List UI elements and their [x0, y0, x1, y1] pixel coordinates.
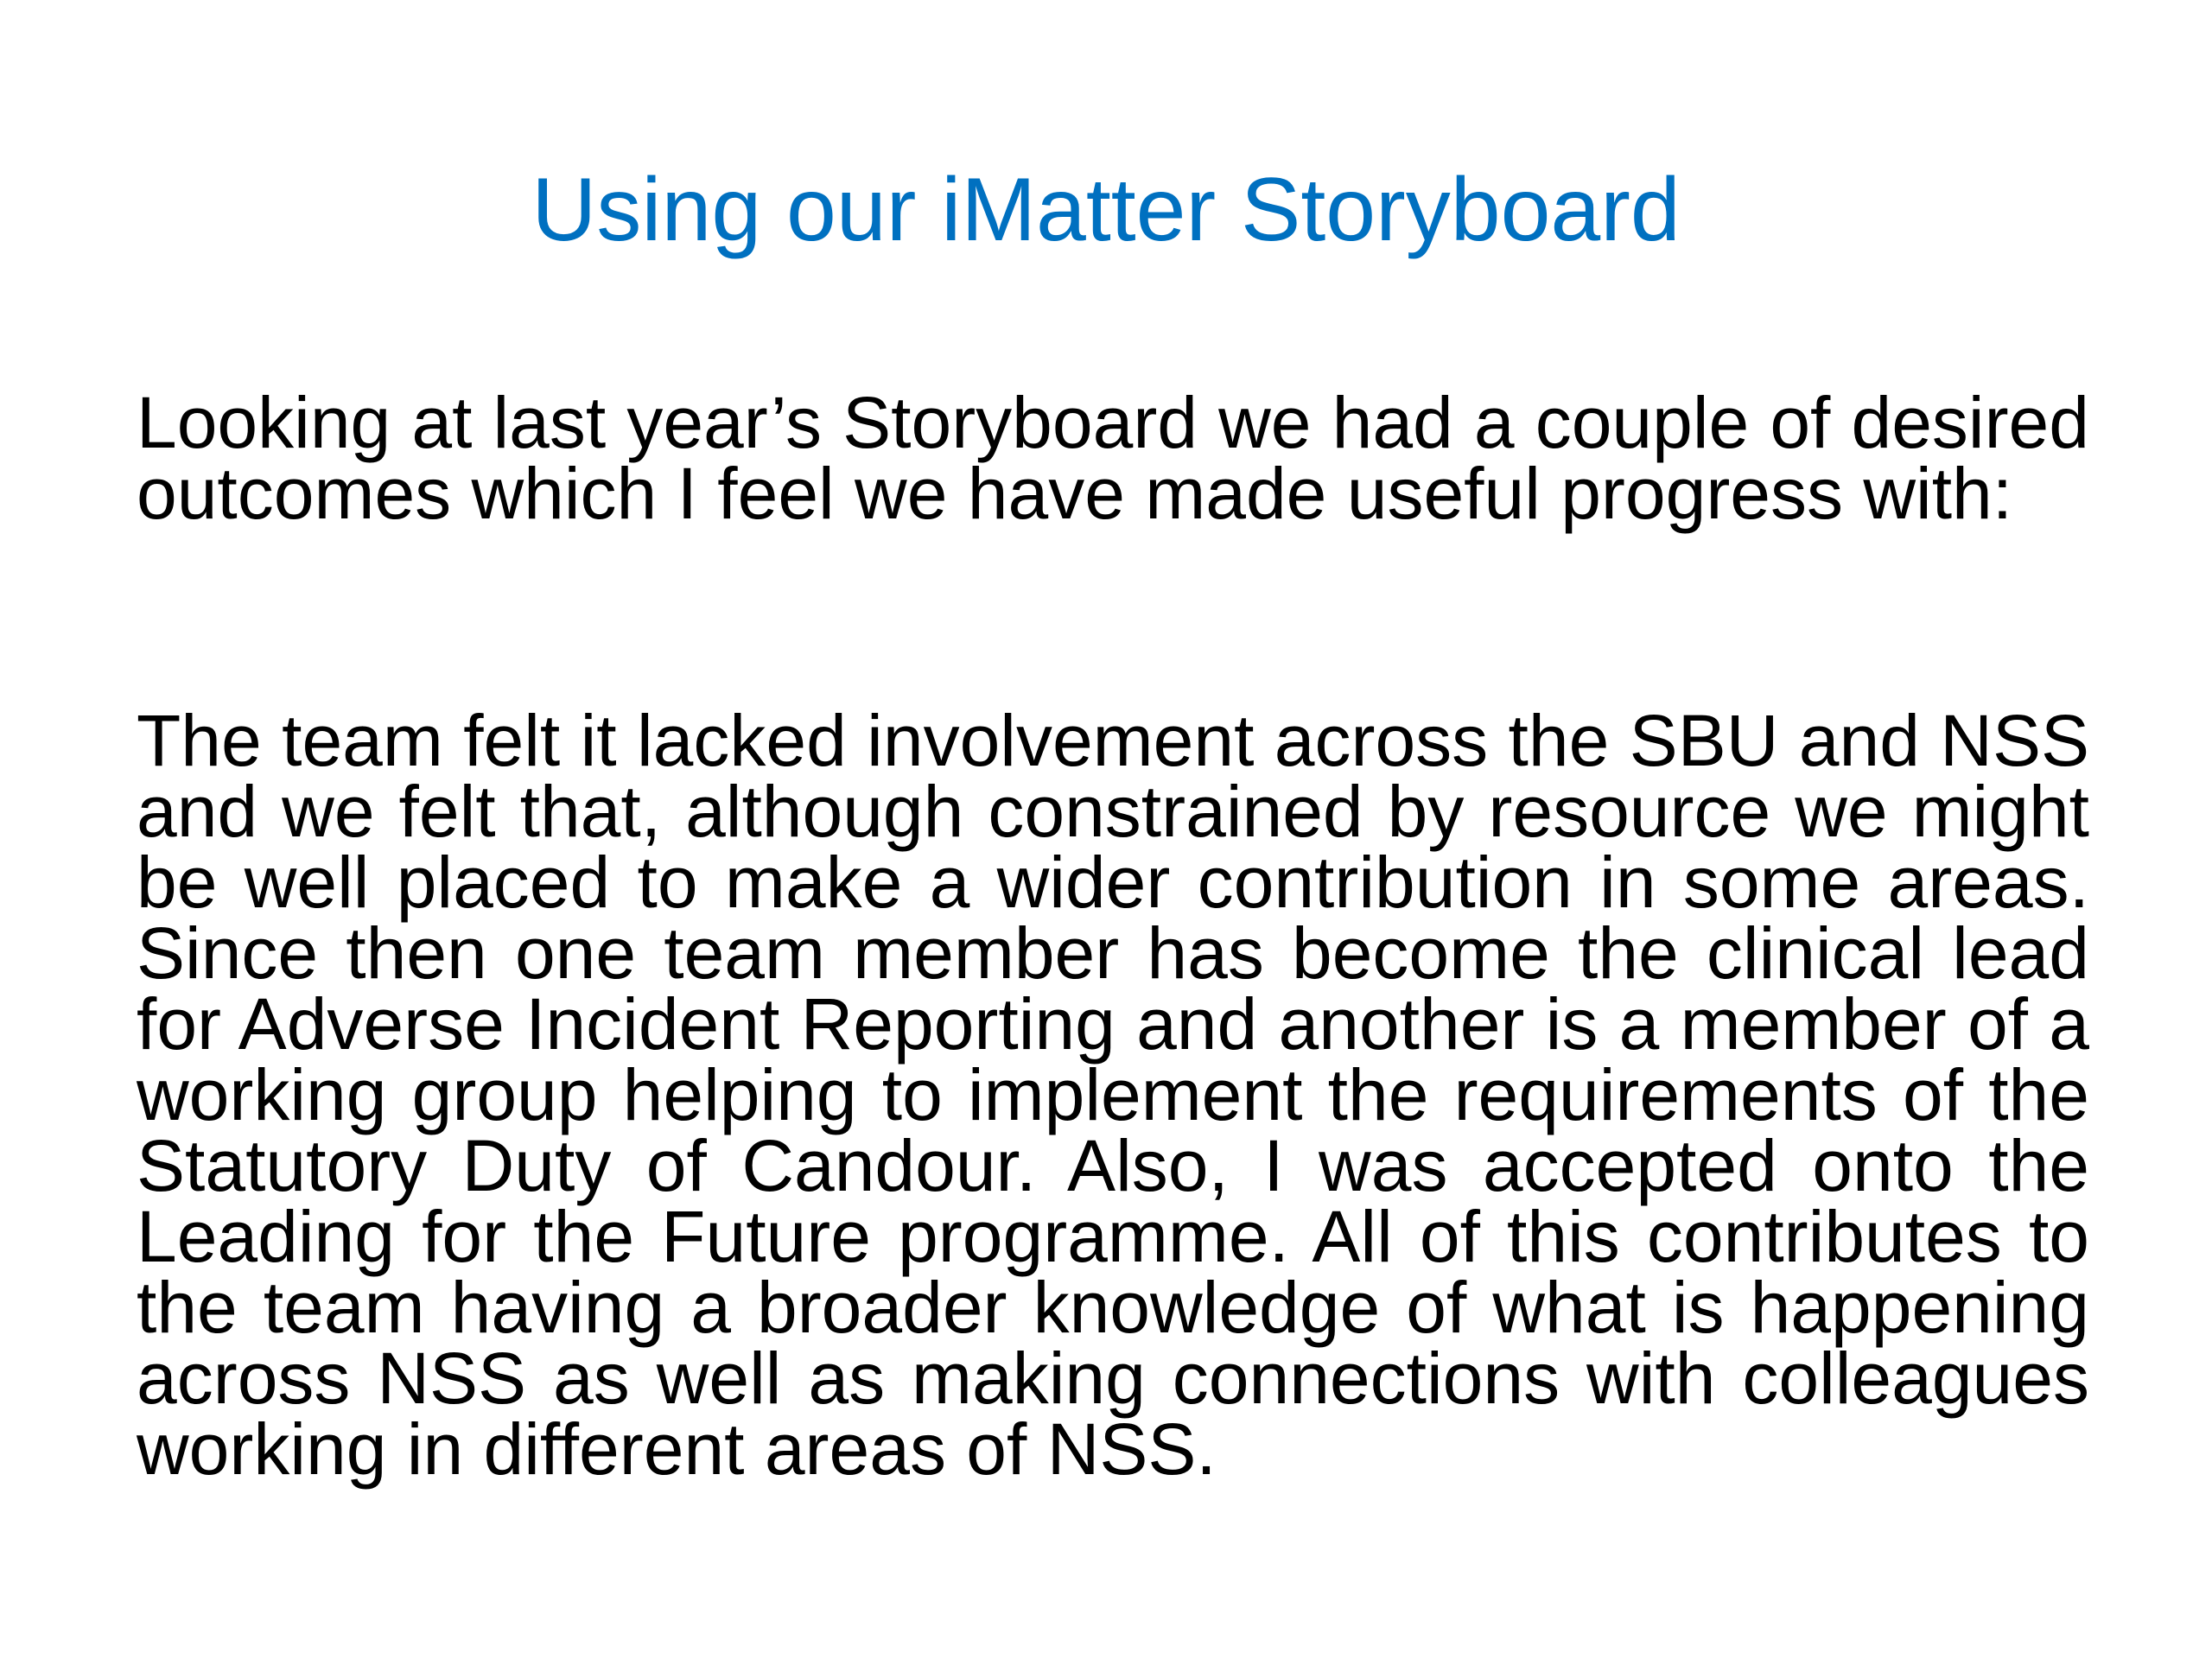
progress-paragraph: The team felt it lacked involvement across the SBU and NSS and we felt that, although constrained by resource we might be well placed to make a wider contribution in some areas. Since then one team member has become the clinical lead for Adverse Incident Reporting and another is a member of a working group helping to implement the requirements of the Statutory Duty of Candour. Also, I was accepted onto the Leading for the Future programme. All of this contributes to the team having a broader knowledge of what is happening across NSS as well as making connections with colleagues working in different areas of NSS.	[137, 700, 2089, 1490]
intro-paragraph: Looking at last year’s Storyboard we had a couple of desired outcomes which I feel we have made useful progress with:	[137, 382, 2089, 534]
slide-title: Using our iMatter Storyboard	[531, 160, 1681, 260]
